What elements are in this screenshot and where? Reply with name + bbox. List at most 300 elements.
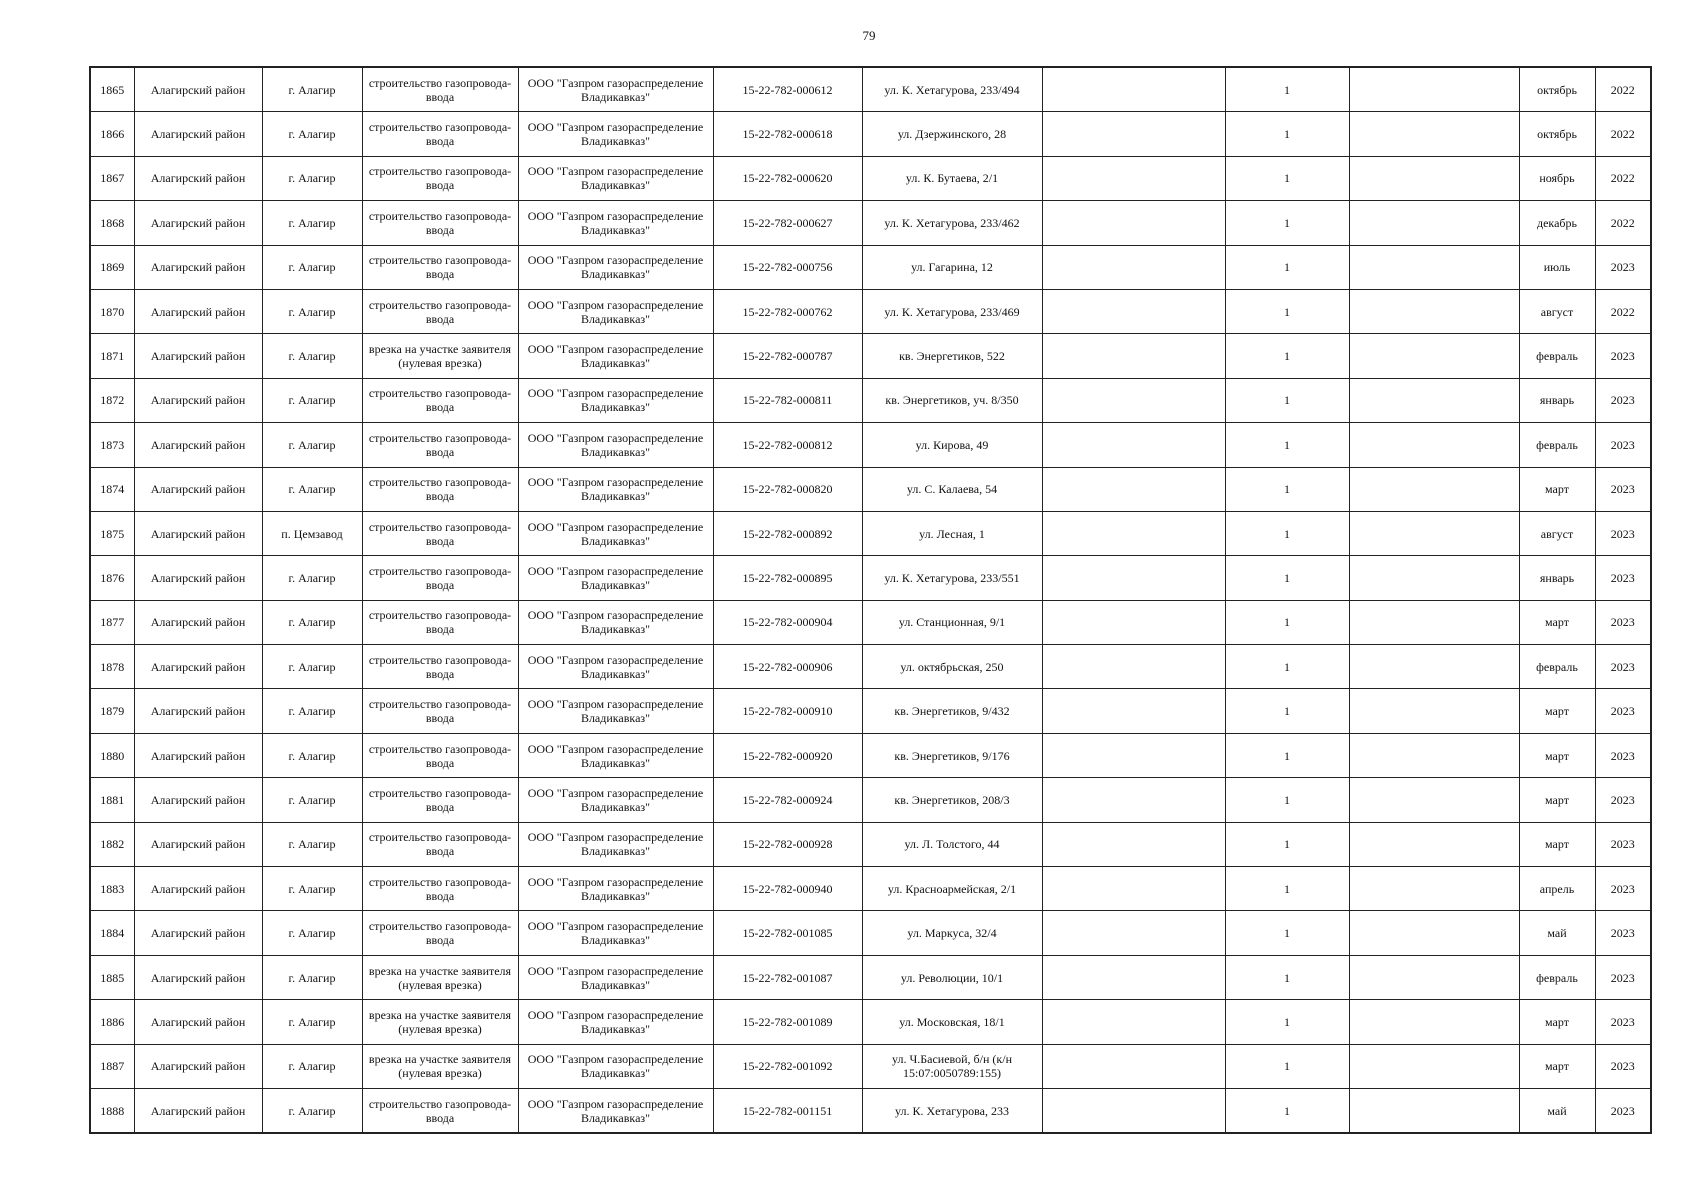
address-cell: кв. Энергетиков, 208/3 bbox=[862, 778, 1042, 822]
address-cell: ул. К. Хетагурова, 233/469 bbox=[862, 289, 1042, 333]
district-cell: Алагирский район bbox=[134, 378, 262, 422]
quantity-cell: 1 bbox=[1225, 334, 1349, 378]
table-row bbox=[90, 156, 1651, 200]
work-type-cell: строительство газопровода-ввода bbox=[362, 378, 518, 422]
work-type-cell: строительство газопровода-ввода bbox=[362, 689, 518, 733]
quantity-cell: 1 bbox=[1225, 1044, 1349, 1088]
empty-cell bbox=[1349, 112, 1519, 156]
district-cell: Алагирский район bbox=[134, 156, 262, 200]
address-cell: ул. октябрьская, 250 bbox=[862, 645, 1042, 689]
address-cell: ул. К. Хетагурова, 233/462 bbox=[862, 201, 1042, 245]
empty-cell bbox=[1349, 511, 1519, 555]
work-type-cell: строительство газопровода-ввода bbox=[362, 245, 518, 289]
quantity-cell: 1 bbox=[1225, 1000, 1349, 1044]
row-number-cell: 1869 bbox=[90, 245, 134, 289]
organization-cell: ООО "Газпром газораспределение Владикавказ" bbox=[518, 201, 713, 245]
settlement-cell: г. Алагир bbox=[262, 556, 362, 600]
empty-cell bbox=[1349, 1044, 1519, 1088]
settlement-cell: г. Алагир bbox=[262, 378, 362, 422]
work-type-cell: врезка на участке заявителя (нулевая врезка) bbox=[362, 1000, 518, 1044]
district-cell: Алагирский район bbox=[134, 1088, 262, 1133]
month-cell: май bbox=[1519, 911, 1595, 955]
row-number-cell: 1886 bbox=[90, 1000, 134, 1044]
month-cell: март bbox=[1519, 467, 1595, 511]
quantity-cell: 1 bbox=[1225, 600, 1349, 644]
empty-cell bbox=[1042, 156, 1225, 200]
quantity-cell: 1 bbox=[1225, 689, 1349, 733]
application-code-cell: 15-22-782-000762 bbox=[713, 289, 862, 333]
row-number-cell: 1877 bbox=[90, 600, 134, 644]
settlement-cell: г. Алагир bbox=[262, 156, 362, 200]
month-cell: октябрь bbox=[1519, 112, 1595, 156]
empty-cell bbox=[1349, 1000, 1519, 1044]
table-row bbox=[90, 955, 1651, 999]
work-type-cell: строительство газопровода-ввода bbox=[362, 156, 518, 200]
settlement-cell: г. Алагир bbox=[262, 1044, 362, 1088]
settlement-cell: г. Алагир bbox=[262, 645, 362, 689]
district-cell: Алагирский район bbox=[134, 245, 262, 289]
table-row bbox=[90, 911, 1651, 955]
settlement-cell: г. Алагир bbox=[262, 822, 362, 866]
quantity-cell: 1 bbox=[1225, 156, 1349, 200]
table-row bbox=[90, 600, 1651, 644]
year-cell: 2022 bbox=[1595, 156, 1651, 200]
address-cell: кв. Энергетиков, 9/176 bbox=[862, 733, 1042, 777]
application-code-cell: 15-22-782-000904 bbox=[713, 600, 862, 644]
district-cell: Алагирский район bbox=[134, 822, 262, 866]
empty-cell bbox=[1042, 423, 1225, 467]
address-cell: ул. Дзержинского, 28 bbox=[862, 112, 1042, 156]
district-cell: Алагирский район bbox=[134, 112, 262, 156]
table-row bbox=[90, 689, 1651, 733]
table-row bbox=[90, 334, 1651, 378]
row-number-cell: 1874 bbox=[90, 467, 134, 511]
empty-cell bbox=[1042, 867, 1225, 911]
district-cell: Алагирский район bbox=[134, 423, 262, 467]
table-row bbox=[90, 822, 1651, 866]
work-type-cell: строительство газопровода-ввода bbox=[362, 556, 518, 600]
address-cell: ул. К. Хетагурова, 233 bbox=[862, 1088, 1042, 1133]
empty-cell bbox=[1042, 822, 1225, 866]
settlement-cell: п. Цемзавод bbox=[262, 511, 362, 555]
empty-cell bbox=[1349, 733, 1519, 777]
organization-cell: ООО "Газпром газораспределение Владикавказ" bbox=[518, 645, 713, 689]
application-code-cell: 15-22-782-000612 bbox=[713, 67, 862, 112]
organization-cell: ООО "Газпром газораспределение Владикавказ" bbox=[518, 955, 713, 999]
month-cell: январь bbox=[1519, 556, 1595, 600]
organization-cell: ООО "Газпром газораспределение Владикавказ" bbox=[518, 289, 713, 333]
empty-cell bbox=[1349, 778, 1519, 822]
district-cell: Алагирский район bbox=[134, 645, 262, 689]
row-number-cell: 1888 bbox=[90, 1088, 134, 1133]
month-cell: март bbox=[1519, 1044, 1595, 1088]
district-cell: Алагирский район bbox=[134, 67, 262, 112]
organization-cell: ООО "Газпром газораспределение Владикавказ" bbox=[518, 423, 713, 467]
address-cell: ул. Маркуса, 32/4 bbox=[862, 911, 1042, 955]
district-cell: Алагирский район bbox=[134, 556, 262, 600]
application-code-cell: 15-22-782-000895 bbox=[713, 556, 862, 600]
address-cell: ул. Московская, 18/1 bbox=[862, 1000, 1042, 1044]
work-type-cell: строительство газопровода-ввода bbox=[362, 67, 518, 112]
organization-cell: ООО "Газпром газораспределение Владикавказ" bbox=[518, 733, 713, 777]
year-cell: 2022 bbox=[1595, 201, 1651, 245]
month-cell: март bbox=[1519, 778, 1595, 822]
organization-cell: ООО "Газпром газораспределение Владикавказ" bbox=[518, 778, 713, 822]
year-cell: 2022 bbox=[1595, 289, 1651, 333]
district-cell: Алагирский район bbox=[134, 733, 262, 777]
page-number: 79 bbox=[862, 28, 876, 43]
empty-cell bbox=[1042, 245, 1225, 289]
month-cell: октябрь bbox=[1519, 67, 1595, 112]
table-row bbox=[90, 423, 1651, 467]
empty-cell bbox=[1042, 778, 1225, 822]
month-cell: март bbox=[1519, 689, 1595, 733]
month-cell: май bbox=[1519, 1088, 1595, 1133]
month-cell: февраль bbox=[1519, 645, 1595, 689]
organization-cell: ООО "Газпром газораспределение Владикавказ" bbox=[518, 600, 713, 644]
work-type-cell: врезка на участке заявителя (нулевая врезка) bbox=[362, 1044, 518, 1088]
month-cell: февраль bbox=[1519, 955, 1595, 999]
district-cell: Алагирский район bbox=[134, 778, 262, 822]
quantity-cell: 1 bbox=[1225, 911, 1349, 955]
address-cell: ул. К. Хетагурова, 233/494 bbox=[862, 67, 1042, 112]
quantity-cell: 1 bbox=[1225, 245, 1349, 289]
empty-cell bbox=[1349, 1088, 1519, 1133]
settlement-cell: г. Алагир bbox=[262, 689, 362, 733]
address-cell: ул. Станционная, 9/1 bbox=[862, 600, 1042, 644]
application-code-cell: 15-22-782-000820 bbox=[713, 467, 862, 511]
empty-cell bbox=[1042, 733, 1225, 777]
year-cell: 2023 bbox=[1595, 334, 1651, 378]
quantity-cell: 1 bbox=[1225, 378, 1349, 422]
table-row bbox=[90, 245, 1651, 289]
empty-cell bbox=[1349, 201, 1519, 245]
organization-cell: ООО "Газпром газораспределение Владикавказ" bbox=[518, 556, 713, 600]
month-cell: февраль bbox=[1519, 423, 1595, 467]
settlement-cell: г. Алагир bbox=[262, 112, 362, 156]
empty-cell bbox=[1349, 955, 1519, 999]
empty-cell bbox=[1042, 511, 1225, 555]
organization-cell: ООО "Газпром газораспределение Владикавказ" bbox=[518, 334, 713, 378]
organization-cell: ООО "Газпром газораспределение Владикавказ" bbox=[518, 511, 713, 555]
empty-cell bbox=[1349, 822, 1519, 866]
organization-cell: ООО "Газпром газораспределение Владикавказ" bbox=[518, 911, 713, 955]
month-cell: март bbox=[1519, 600, 1595, 644]
quantity-cell: 1 bbox=[1225, 955, 1349, 999]
application-code-cell: 15-22-782-001151 bbox=[713, 1088, 862, 1133]
month-cell: декабрь bbox=[1519, 201, 1595, 245]
settlement-cell: г. Алагир bbox=[262, 1088, 362, 1133]
organization-cell: ООО "Газпром газораспределение Владикавказ" bbox=[518, 156, 713, 200]
table-row bbox=[90, 733, 1651, 777]
quantity-cell: 1 bbox=[1225, 733, 1349, 777]
month-cell: июль bbox=[1519, 245, 1595, 289]
row-number-cell: 1872 bbox=[90, 378, 134, 422]
settlement-cell: г. Алагир bbox=[262, 67, 362, 112]
row-number-cell: 1883 bbox=[90, 867, 134, 911]
application-code-cell: 15-22-782-000812 bbox=[713, 423, 862, 467]
year-cell: 2023 bbox=[1595, 689, 1651, 733]
year-cell: 2023 bbox=[1595, 955, 1651, 999]
year-cell: 2023 bbox=[1595, 556, 1651, 600]
table-row bbox=[90, 556, 1651, 600]
empty-cell bbox=[1042, 600, 1225, 644]
table-row bbox=[90, 645, 1651, 689]
empty-cell bbox=[1042, 201, 1225, 245]
row-number-cell: 1884 bbox=[90, 911, 134, 955]
work-type-cell: строительство газопровода-ввода bbox=[362, 201, 518, 245]
district-cell: Алагирский район bbox=[134, 467, 262, 511]
work-type-cell: врезка на участке заявителя (нулевая врезка) bbox=[362, 955, 518, 999]
empty-cell bbox=[1042, 955, 1225, 999]
settlement-cell: г. Алагир bbox=[262, 955, 362, 999]
organization-cell: ООО "Газпром газораспределение Владикавказ" bbox=[518, 112, 713, 156]
empty-cell bbox=[1042, 378, 1225, 422]
organization-cell: ООО "Газпром газораспределение Владикавказ" bbox=[518, 467, 713, 511]
year-cell: 2023 bbox=[1595, 778, 1651, 822]
row-number-cell: 1871 bbox=[90, 334, 134, 378]
table-row bbox=[90, 378, 1651, 422]
row-number-cell: 1868 bbox=[90, 201, 134, 245]
year-cell: 2023 bbox=[1595, 600, 1651, 644]
quantity-cell: 1 bbox=[1225, 289, 1349, 333]
quantity-cell: 1 bbox=[1225, 67, 1349, 112]
empty-cell bbox=[1042, 289, 1225, 333]
organization-cell: ООО "Газпром газораспределение Владикавказ" bbox=[518, 867, 713, 911]
empty-cell bbox=[1042, 1000, 1225, 1044]
table-row bbox=[90, 67, 1651, 112]
empty-cell bbox=[1349, 867, 1519, 911]
empty-cell bbox=[1042, 689, 1225, 733]
settlement-cell: г. Алагир bbox=[262, 289, 362, 333]
district-cell: Алагирский район bbox=[134, 689, 262, 733]
application-code-cell: 15-22-782-000620 bbox=[713, 156, 862, 200]
settlement-cell: г. Алагир bbox=[262, 334, 362, 378]
year-cell: 2023 bbox=[1595, 645, 1651, 689]
empty-cell bbox=[1042, 112, 1225, 156]
table-row bbox=[90, 201, 1651, 245]
empty-cell bbox=[1349, 334, 1519, 378]
row-number-cell: 1865 bbox=[90, 67, 134, 112]
empty-cell bbox=[1042, 556, 1225, 600]
application-code-cell: 15-22-782-001092 bbox=[713, 1044, 862, 1088]
empty-cell bbox=[1042, 334, 1225, 378]
empty-cell bbox=[1042, 911, 1225, 955]
application-code-cell: 15-22-782-001089 bbox=[713, 1000, 862, 1044]
district-cell: Алагирский район bbox=[134, 1044, 262, 1088]
table-row bbox=[90, 467, 1651, 511]
year-cell: 2023 bbox=[1595, 867, 1651, 911]
year-cell: 2023 bbox=[1595, 1044, 1651, 1088]
work-type-cell: строительство газопровода-ввода bbox=[362, 511, 518, 555]
quantity-cell: 1 bbox=[1225, 822, 1349, 866]
register-table bbox=[89, 66, 1652, 1134]
year-cell: 2023 bbox=[1595, 1000, 1651, 1044]
row-number-cell: 1876 bbox=[90, 556, 134, 600]
quantity-cell: 1 bbox=[1225, 778, 1349, 822]
address-cell: ул. Гагарина, 12 bbox=[862, 245, 1042, 289]
application-code-cell: 15-22-782-000940 bbox=[713, 867, 862, 911]
row-number-cell: 1885 bbox=[90, 955, 134, 999]
work-type-cell: строительство газопровода-ввода bbox=[362, 778, 518, 822]
organization-cell: ООО "Газпром газораспределение Владикавказ" bbox=[518, 1000, 713, 1044]
empty-cell bbox=[1042, 467, 1225, 511]
quantity-cell: 1 bbox=[1225, 645, 1349, 689]
settlement-cell: г. Алагир bbox=[262, 778, 362, 822]
address-cell: ул. Красноармейская, 2/1 bbox=[862, 867, 1042, 911]
work-type-cell: строительство газопровода-ввода bbox=[362, 822, 518, 866]
month-cell: март bbox=[1519, 733, 1595, 777]
row-number-cell: 1867 bbox=[90, 156, 134, 200]
application-code-cell: 15-22-782-000928 bbox=[713, 822, 862, 866]
address-cell: ул. Ч.Басиевой, б/н (к/н 15:07:0050789:155) bbox=[862, 1044, 1042, 1088]
year-cell: 2023 bbox=[1595, 733, 1651, 777]
row-number-cell: 1873 bbox=[90, 423, 134, 467]
work-type-cell: строительство газопровода-ввода bbox=[362, 423, 518, 467]
quantity-cell: 1 bbox=[1225, 201, 1349, 245]
empty-cell bbox=[1349, 423, 1519, 467]
district-cell: Алагирский район bbox=[134, 334, 262, 378]
organization-cell: ООО "Газпром газораспределение Владикавказ" bbox=[518, 1044, 713, 1088]
empty-cell bbox=[1349, 67, 1519, 112]
settlement-cell: г. Алагир bbox=[262, 467, 362, 511]
year-cell: 2023 bbox=[1595, 1088, 1651, 1133]
month-cell: апрель bbox=[1519, 867, 1595, 911]
table-row bbox=[90, 112, 1651, 156]
work-type-cell: строительство газопровода-ввода bbox=[362, 1088, 518, 1133]
district-cell: Алагирский район bbox=[134, 201, 262, 245]
empty-cell bbox=[1349, 289, 1519, 333]
work-type-cell: строительство газопровода-ввода bbox=[362, 645, 518, 689]
year-cell: 2023 bbox=[1595, 423, 1651, 467]
district-cell: Алагирский район bbox=[134, 600, 262, 644]
address-cell: ул. Лесная, 1 bbox=[862, 511, 1042, 555]
quantity-cell: 1 bbox=[1225, 467, 1349, 511]
settlement-cell: г. Алагир bbox=[262, 911, 362, 955]
organization-cell: ООО "Газпром газораспределение Владикавказ" bbox=[518, 67, 713, 112]
application-code-cell: 15-22-782-000892 bbox=[713, 511, 862, 555]
table-row bbox=[90, 511, 1651, 555]
empty-cell bbox=[1349, 156, 1519, 200]
table-row bbox=[90, 1000, 1651, 1044]
district-cell: Алагирский район bbox=[134, 911, 262, 955]
year-cell: 2022 bbox=[1595, 112, 1651, 156]
application-code-cell: 15-22-782-000627 bbox=[713, 201, 862, 245]
quantity-cell: 1 bbox=[1225, 556, 1349, 600]
application-code-cell: 15-22-782-000787 bbox=[713, 334, 862, 378]
month-cell: февраль bbox=[1519, 334, 1595, 378]
address-cell: ул. Л. Толстого, 44 bbox=[862, 822, 1042, 866]
application-code-cell: 15-22-782-001085 bbox=[713, 911, 862, 955]
settlement-cell: г. Алагир bbox=[262, 867, 362, 911]
table-row bbox=[90, 1044, 1651, 1088]
address-cell: ул. С. Калаева, 54 bbox=[862, 467, 1042, 511]
address-cell: ул. Революции, 10/1 bbox=[862, 955, 1042, 999]
application-code-cell: 15-22-782-000756 bbox=[713, 245, 862, 289]
settlement-cell: г. Алагир bbox=[262, 201, 362, 245]
row-number-cell: 1887 bbox=[90, 1044, 134, 1088]
row-number-cell: 1866 bbox=[90, 112, 134, 156]
application-code-cell: 15-22-782-001087 bbox=[713, 955, 862, 999]
empty-cell bbox=[1349, 645, 1519, 689]
empty-cell bbox=[1042, 645, 1225, 689]
empty-cell bbox=[1349, 556, 1519, 600]
organization-cell: ООО "Газпром газораспределение Владикавказ" bbox=[518, 245, 713, 289]
district-cell: Алагирский район bbox=[134, 289, 262, 333]
month-cell: август bbox=[1519, 289, 1595, 333]
table-row bbox=[90, 1088, 1651, 1133]
year-cell: 2023 bbox=[1595, 467, 1651, 511]
organization-cell: ООО "Газпром газораспределение Владикавказ" bbox=[518, 1088, 713, 1133]
address-cell: ул. Кирова, 49 bbox=[862, 423, 1042, 467]
month-cell: март bbox=[1519, 822, 1595, 866]
work-type-cell: строительство газопровода-ввода bbox=[362, 289, 518, 333]
settlement-cell: г. Алагир bbox=[262, 600, 362, 644]
empty-cell bbox=[1349, 245, 1519, 289]
settlement-cell: г. Алагир bbox=[262, 1000, 362, 1044]
organization-cell: ООО "Газпром газораспределение Владикавказ" bbox=[518, 822, 713, 866]
application-code-cell: 15-22-782-000811 bbox=[713, 378, 862, 422]
year-cell: 2023 bbox=[1595, 911, 1651, 955]
row-number-cell: 1879 bbox=[90, 689, 134, 733]
work-type-cell: строительство газопровода-ввода bbox=[362, 600, 518, 644]
empty-cell bbox=[1042, 1044, 1225, 1088]
work-type-cell: строительство газопровода-ввода bbox=[362, 911, 518, 955]
district-cell: Алагирский район bbox=[134, 867, 262, 911]
row-number-cell: 1882 bbox=[90, 822, 134, 866]
month-cell: март bbox=[1519, 1000, 1595, 1044]
table-row bbox=[90, 778, 1651, 822]
table-row bbox=[90, 289, 1651, 333]
year-cell: 2023 bbox=[1595, 511, 1651, 555]
application-code-cell: 15-22-782-000618 bbox=[713, 112, 862, 156]
month-cell: август bbox=[1519, 511, 1595, 555]
empty-cell bbox=[1042, 1088, 1225, 1133]
settlement-cell: г. Алагир bbox=[262, 733, 362, 777]
quantity-cell: 1 bbox=[1225, 867, 1349, 911]
empty-cell bbox=[1042, 67, 1225, 112]
row-number-cell: 1870 bbox=[90, 289, 134, 333]
address-cell: кв. Энергетиков, уч. 8/350 bbox=[862, 378, 1042, 422]
address-cell: ул. К. Бутаева, 2/1 bbox=[862, 156, 1042, 200]
year-cell: 2023 bbox=[1595, 378, 1651, 422]
district-cell: Алагирский район bbox=[134, 511, 262, 555]
year-cell: 2023 bbox=[1595, 822, 1651, 866]
quantity-cell: 1 bbox=[1225, 511, 1349, 555]
quantity-cell: 1 bbox=[1225, 1088, 1349, 1133]
district-cell: Алагирский район bbox=[134, 1000, 262, 1044]
organization-cell: ООО "Газпром газораспределение Владикавказ" bbox=[518, 378, 713, 422]
district-cell: Алагирский район bbox=[134, 955, 262, 999]
empty-cell bbox=[1349, 467, 1519, 511]
work-type-cell: строительство газопровода-ввода bbox=[362, 733, 518, 777]
quantity-cell: 1 bbox=[1225, 112, 1349, 156]
address-cell: кв. Энергетиков, 522 bbox=[862, 334, 1042, 378]
work-type-cell: строительство газопровода-ввода bbox=[362, 112, 518, 156]
application-code-cell: 15-22-782-000920 bbox=[713, 733, 862, 777]
year-cell: 2023 bbox=[1595, 245, 1651, 289]
organization-cell: ООО "Газпром газораспределение Владикавказ" bbox=[518, 689, 713, 733]
application-code-cell: 15-22-782-000910 bbox=[713, 689, 862, 733]
settlement-cell: г. Алагир bbox=[262, 423, 362, 467]
quantity-cell: 1 bbox=[1225, 423, 1349, 467]
empty-cell bbox=[1349, 689, 1519, 733]
empty-cell bbox=[1349, 378, 1519, 422]
row-number-cell: 1881 bbox=[90, 778, 134, 822]
address-cell: кв. Энергетиков, 9/432 bbox=[862, 689, 1042, 733]
work-type-cell: строительство газопровода-ввода bbox=[362, 867, 518, 911]
row-number-cell: 1880 bbox=[90, 733, 134, 777]
